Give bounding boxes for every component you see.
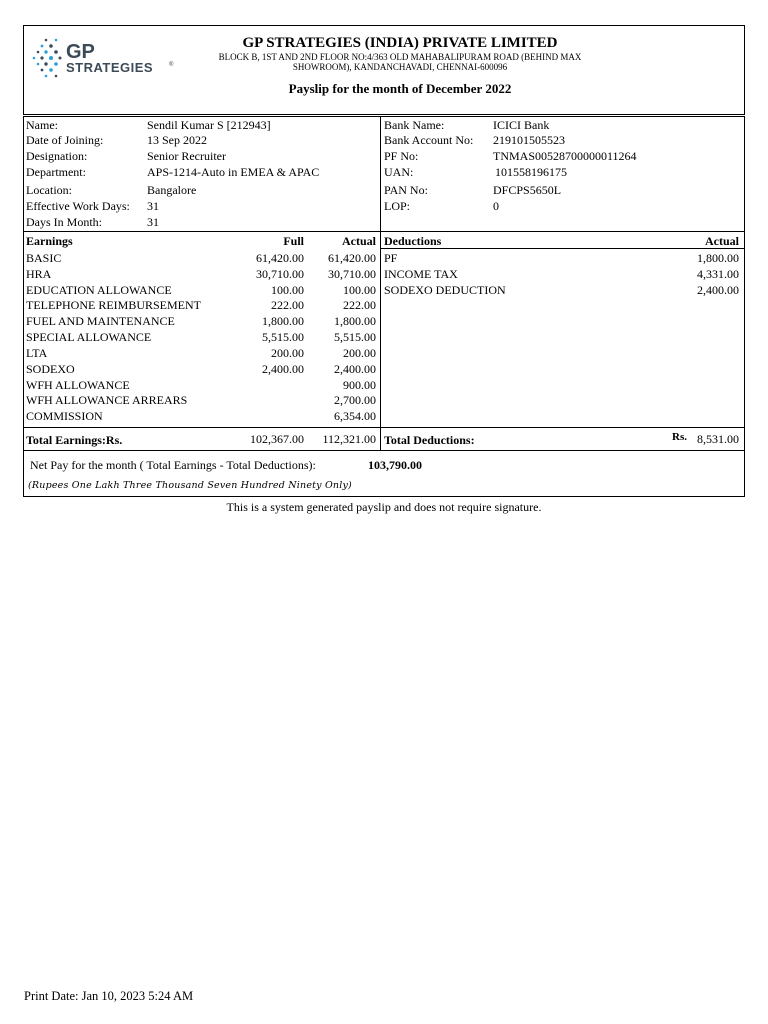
section-divider [23, 427, 745, 428]
earning-actual: 5,515.00 [334, 330, 376, 344]
total-earnings-label: Total Earnings:Rs. [26, 433, 123, 447]
pf-value: TNMAS00528700000011264 [493, 149, 637, 163]
earning-full: 222.00 [271, 298, 304, 312]
work-days-label: Effective Work Days: [26, 199, 130, 213]
earning-full: 200.00 [271, 346, 304, 360]
doj-value: 13 Sep 2022 [147, 133, 207, 147]
days-month-value: 31 [147, 215, 159, 229]
pf-label: PF No: [384, 149, 419, 163]
section-divider [23, 231, 745, 232]
earnings-header: Earnings [26, 234, 73, 248]
earning-name: EDUCATION ALLOWANCE [26, 283, 172, 297]
total-earnings-actual: 112,321.00 [322, 432, 376, 446]
department-value: APS-1214-Auto in EMEA & APAC [147, 165, 320, 179]
earning-name: WFH ALLOWANCE [26, 378, 130, 392]
pan-value: DFCPS5650L [493, 183, 562, 197]
earning-name: FUEL AND MAINTENANCE [26, 314, 175, 328]
net-pay-words: (Rupees One Lakh Three Thousand Seven Hundred Ninety Only) [28, 480, 352, 491]
location-label: Location: [26, 183, 72, 197]
earning-actual: 6,354.00 [334, 409, 376, 423]
earning-actual: 100.00 [343, 283, 376, 297]
earning-name: SODEXO [26, 362, 75, 376]
total-deductions-value: 8,531.00 [697, 432, 739, 446]
location-value: Bangalore [147, 183, 197, 197]
earning-actual: 222.00 [343, 298, 376, 312]
earning-name: HRA [26, 267, 52, 281]
net-pay-amount: 103,790.00 [368, 458, 422, 472]
deduction-name: SODEXO DEDUCTION [384, 283, 506, 297]
net-pay-label: Net Pay for the month ( Total Earnings - Total Deductions): [30, 458, 316, 472]
designation-label: Designation: [26, 149, 88, 163]
doj-label: Date of Joining: [26, 133, 104, 147]
column-divider [380, 116, 381, 451]
pan-label: PAN No: [384, 183, 428, 197]
company-logo [28, 34, 178, 82]
earning-full: 1,800.00 [262, 314, 304, 328]
total-earnings-full: 102,367.00 [250, 432, 304, 446]
earning-full: 100.00 [271, 283, 304, 297]
payslip-title: Payslip for the month of December 2022 [288, 81, 512, 96]
earning-name: COMMISSION [26, 409, 103, 423]
bank-name-label: Bank Name: [384, 118, 445, 132]
days-month-label: Days In Month: [26, 215, 102, 229]
name-label: Name: [26, 118, 58, 132]
earning-actual: 200.00 [343, 346, 376, 360]
deductions-actual-header: Actual [705, 234, 739, 248]
account-value: 219101505523 [493, 133, 565, 147]
earning-actual: 61,420.00 [328, 251, 376, 265]
total-deductions-currency: Rs. [672, 431, 687, 443]
logo-text-bottom: STRATEGIES [66, 60, 154, 75]
deduction-actual: 2,400.00 [697, 283, 739, 297]
earnings-actual-header: Actual [342, 234, 376, 248]
deduction-name: PF [384, 251, 398, 265]
earning-name: BASIC [26, 251, 62, 265]
lop-label: LOP: [384, 199, 411, 213]
earning-full: 30,710.00 [256, 267, 304, 281]
deduction-name: INCOME TAX [384, 267, 458, 281]
designation-value: Senior Recruiter [147, 149, 226, 163]
name-value: Sendil Kumar S [212943] [147, 118, 271, 132]
section-divider [380, 248, 745, 249]
earning-name: LTA [26, 346, 48, 360]
uan-value: 101558196175 [495, 165, 567, 179]
earning-actual: 2,400.00 [334, 362, 376, 376]
print-date: Print Date: Jan 10, 2023 5:24 AM [24, 989, 194, 1003]
earning-actual: 30,710.00 [328, 267, 376, 281]
company-name: GP STRATEGIES (INDIA) PRIVATE LIMITED [242, 35, 558, 51]
logo-registered-mark: ® [169, 62, 174, 68]
earning-name: SPECIAL ALLOWANCE [26, 330, 152, 344]
earning-full: 2,400.00 [262, 362, 304, 376]
earning-full: 5,515.00 [262, 330, 304, 344]
lop-value: 0 [493, 199, 499, 213]
system-generated-note: This is a system generated payslip and does not require signature. [226, 500, 542, 514]
earning-name: WFH ALLOWANCE ARREARS [26, 393, 188, 407]
deduction-actual: 1,800.00 [697, 251, 739, 265]
earning-actual: 900.00 [343, 378, 376, 392]
account-label: Bank Account No: [384, 133, 474, 147]
deduction-actual: 4,331.00 [697, 267, 739, 281]
earnings-full-header: Full [283, 234, 304, 248]
earning-actual: 2,700.00 [334, 393, 376, 407]
bank-name-value: ICICI Bank [493, 118, 550, 132]
earning-full: 61,420.00 [256, 251, 304, 265]
earning-name: TELEPHONE REIMBURSEMENT [26, 298, 201, 312]
logo-text-top: GP [66, 41, 95, 63]
department-label: Department: [26, 165, 86, 179]
uan-label: UAN: [384, 165, 414, 179]
deductions-header: Deductions [384, 234, 442, 248]
logo-dots-icon [33, 39, 62, 78]
company-address: BLOCK B, 1ST AND 2ND FLOOR NO:4/363 OLD MAHABALIPURAM ROAD (BEHIND MAX SHOWROOM), KANDANCHAVADI, CHENNAI-600096 [218, 52, 582, 72]
earning-actual: 1,800.00 [334, 314, 376, 328]
total-deductions-label: Total Deductions: [384, 433, 475, 447]
work-days-value: 31 [147, 199, 159, 213]
